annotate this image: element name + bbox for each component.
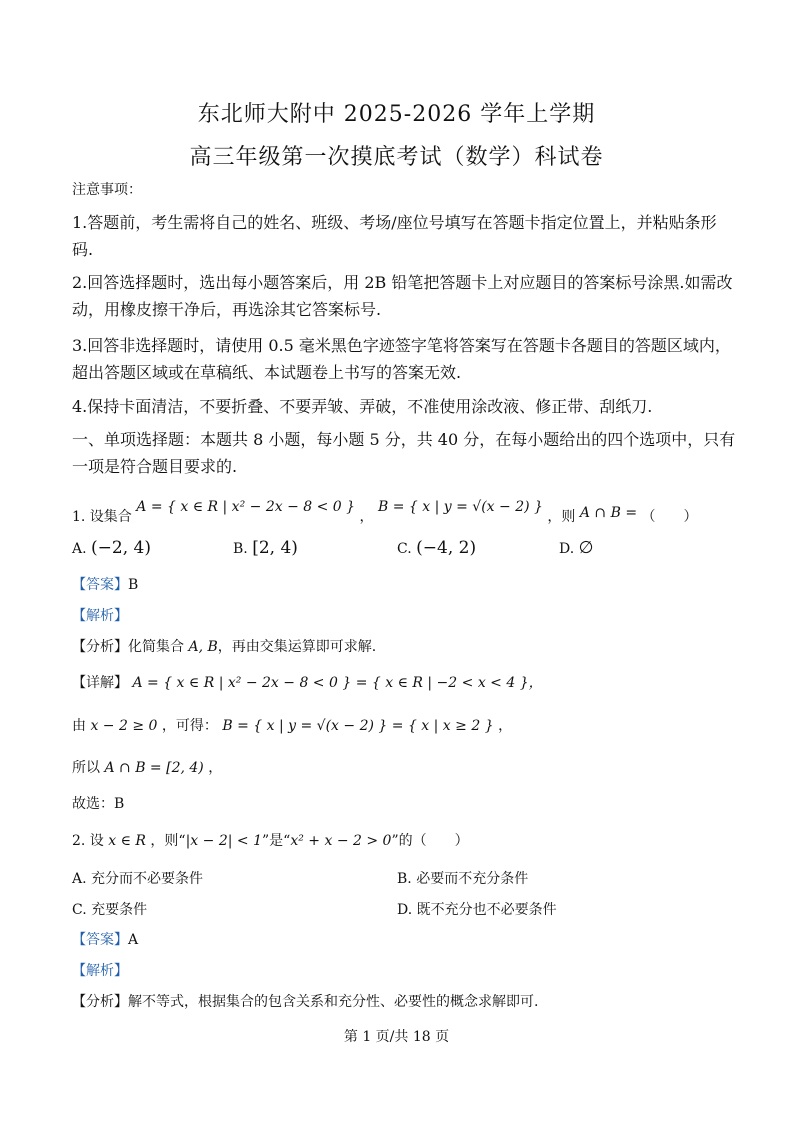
q1-detail-line2-mid: ，可得： (161, 718, 218, 734)
q2-analysis-tag: 【解析】 (72, 963, 128, 979)
q2-option-d-label: D. (397, 902, 413, 918)
q1-option-a-value: (−2, 4) (91, 538, 151, 558)
question-2-stem (72, 831, 732, 851)
q1-fenxi-sets: A, B (188, 639, 218, 655)
q1-set-a: A = { x ∈ R | x² − 2x − 8 < 0 } (136, 499, 356, 515)
q1-fenxi (72, 637, 732, 657)
q2-option-a-label: A. (72, 871, 87, 887)
q1-option-b (233, 538, 298, 558)
q1-analysis-tag: 【解析】 (72, 608, 128, 624)
q1-option-b-value: [2, 4) (252, 538, 298, 558)
q1-detail-math1: A = { x ∈ R | x² − 2x − 8 < 0 } = { x ∈ R | −2 < x < 4 }， (132, 675, 543, 691)
q2-option-b (397, 868, 528, 888)
q1-option-a-label: A. (72, 541, 87, 557)
q1-detail-line3-math: A ∩ B = [2, 4) (104, 760, 204, 776)
q1-detail-line3-end: ， (208, 760, 223, 776)
page-footer: 第 1 页/共 18 页 (343, 1029, 450, 1045)
exam-title-line2: 高三年级第一次摸底考试（数学）科试卷 (189, 145, 604, 170)
q1-fenxi-tag: 【分析】 (72, 639, 128, 655)
q2-option-d (397, 899, 557, 919)
q1-detail-line2-cond: x − 2 ≥ 0 (90, 718, 158, 734)
notes-heading: 注意事项： (72, 182, 142, 198)
q2-option-c-label: C. (72, 902, 87, 918)
q2-cond1: |x − 2| < 1 (185, 833, 262, 849)
q2-answer-tag: 【答案】 (72, 932, 128, 948)
note-3-line-a: 3.回答非选择题时，请使用 0.5 毫米黑色字迹签字笔将答案写在答题卡各题目的答题区域内， (72, 336, 731, 355)
q1-detail-line2 (72, 716, 732, 736)
q2-option-d-value: 既不充分也不必要条件 (416, 902, 557, 918)
q1-detail-line3-prefix: 所以 (72, 760, 100, 776)
q2-stem-mid1: ，则“ (150, 833, 186, 849)
q2-fenxi-text: 解不等式，根据集合的包含关系和充分性、必要性的概念求解即可. (128, 994, 539, 1010)
question-1-stem (72, 499, 732, 527)
q1-intersection: A ∩ B = (579, 505, 638, 521)
q1-option-a (72, 538, 151, 558)
q1-stem-then: ，则 (547, 509, 576, 525)
q1-detail-line2-end: ， (498, 718, 513, 734)
note-4: 4.保持卡面清洁，不要折叠、不要弄皱、弄破，不准使用涂改液、修正带、刮纸刀. (72, 397, 653, 416)
q1-fenxi-text-b: ，再由交集运算即可求解. (217, 639, 377, 655)
q1-option-c-value: (−4, 2) (416, 538, 477, 558)
q2-stem-var: x ∈ R (108, 833, 146, 849)
q1-fenxi-text-a: 化简集合 (128, 639, 184, 655)
note-1-line-b: 码. (72, 240, 94, 259)
q1-detail-line4: 故选：B (72, 796, 125, 812)
q1-answer-value: B (128, 577, 139, 593)
q1-set-b: B = { x | y = √(x − 2) } (377, 499, 543, 515)
q2-option-a-value: 充分而不必要条件 (91, 871, 204, 887)
q2-stem-end: ”的（ ） (391, 833, 469, 849)
q1-detail-tag: 【详解】 (72, 675, 128, 691)
q1-detail-line2-math: B = { x | y = √(x − 2) } = { x | x ≥ 2 } (222, 718, 494, 734)
q1-detail-line2-prefix: 由 (72, 718, 86, 734)
q2-fenxi (72, 992, 732, 1012)
q1-blank: （ ） (641, 509, 698, 525)
q1-answer (72, 575, 732, 595)
note-2-line-a: 2.回答选择题时，选出每小题答案后，用 2B 铅笔把答题卡上对应题目的答案标号涂黑.如需改 (72, 273, 733, 292)
note-3-line-b: 超出答题区域或在草稿纸、本试题卷上书写的答案无效. (72, 363, 462, 382)
q1-option-d-label: D. (559, 541, 575, 557)
q2-option-c (72, 899, 147, 919)
exam-title-line1: 东北师大附中 2025-2026 学年上学期 (197, 102, 596, 127)
note-1-line-a: 1.答题前，考生需将自己的姓名、班级、考场/座位号填写在答题卡指定位置上，并粘贴条形 (72, 213, 717, 232)
q1-option-b-label: B. (233, 541, 248, 557)
q2-option-b-value: 必要而不充分条件 (416, 871, 529, 887)
q2-option-a (72, 868, 203, 888)
q1-option-c (397, 538, 476, 558)
section-heading-line-a: 一、单项选择题：本题共 8 小题，每小题 5 分，共 40 分，在每小题给出的四个选项中，只有 (72, 430, 736, 449)
q1-option-c-label: C. (397, 541, 412, 557)
q2-option-c-value: 充要条件 (91, 902, 148, 918)
q1-answer-tag: 【答案】 (72, 577, 128, 593)
q2-answer (72, 930, 732, 950)
section-heading-line-b: 一项是符合题目要求的. (72, 457, 238, 476)
q1-option-d-value: ∅ (578, 538, 594, 558)
note-2-line-b: 动，用橡皮擦干净后，再选涂其它答案标号. (72, 300, 382, 319)
q2-fenxi-tag: 【分析】 (72, 994, 128, 1010)
q2-answer-value: A (128, 932, 139, 948)
q1-stem-prefix: 1. 设集合 (72, 509, 132, 525)
q1-option-d (559, 538, 593, 558)
q2-cond2: x² + x − 2 > 0 (290, 833, 392, 849)
q1-detail-line3 (72, 758, 732, 778)
q2-option-b-label: B. (397, 871, 412, 887)
q1-detail-line1 (72, 673, 732, 693)
q1-comma: ， (359, 509, 374, 525)
q2-stem-mid2: ”是“ (262, 833, 291, 849)
q2-stem-prefix: 2. 设 (72, 833, 104, 849)
